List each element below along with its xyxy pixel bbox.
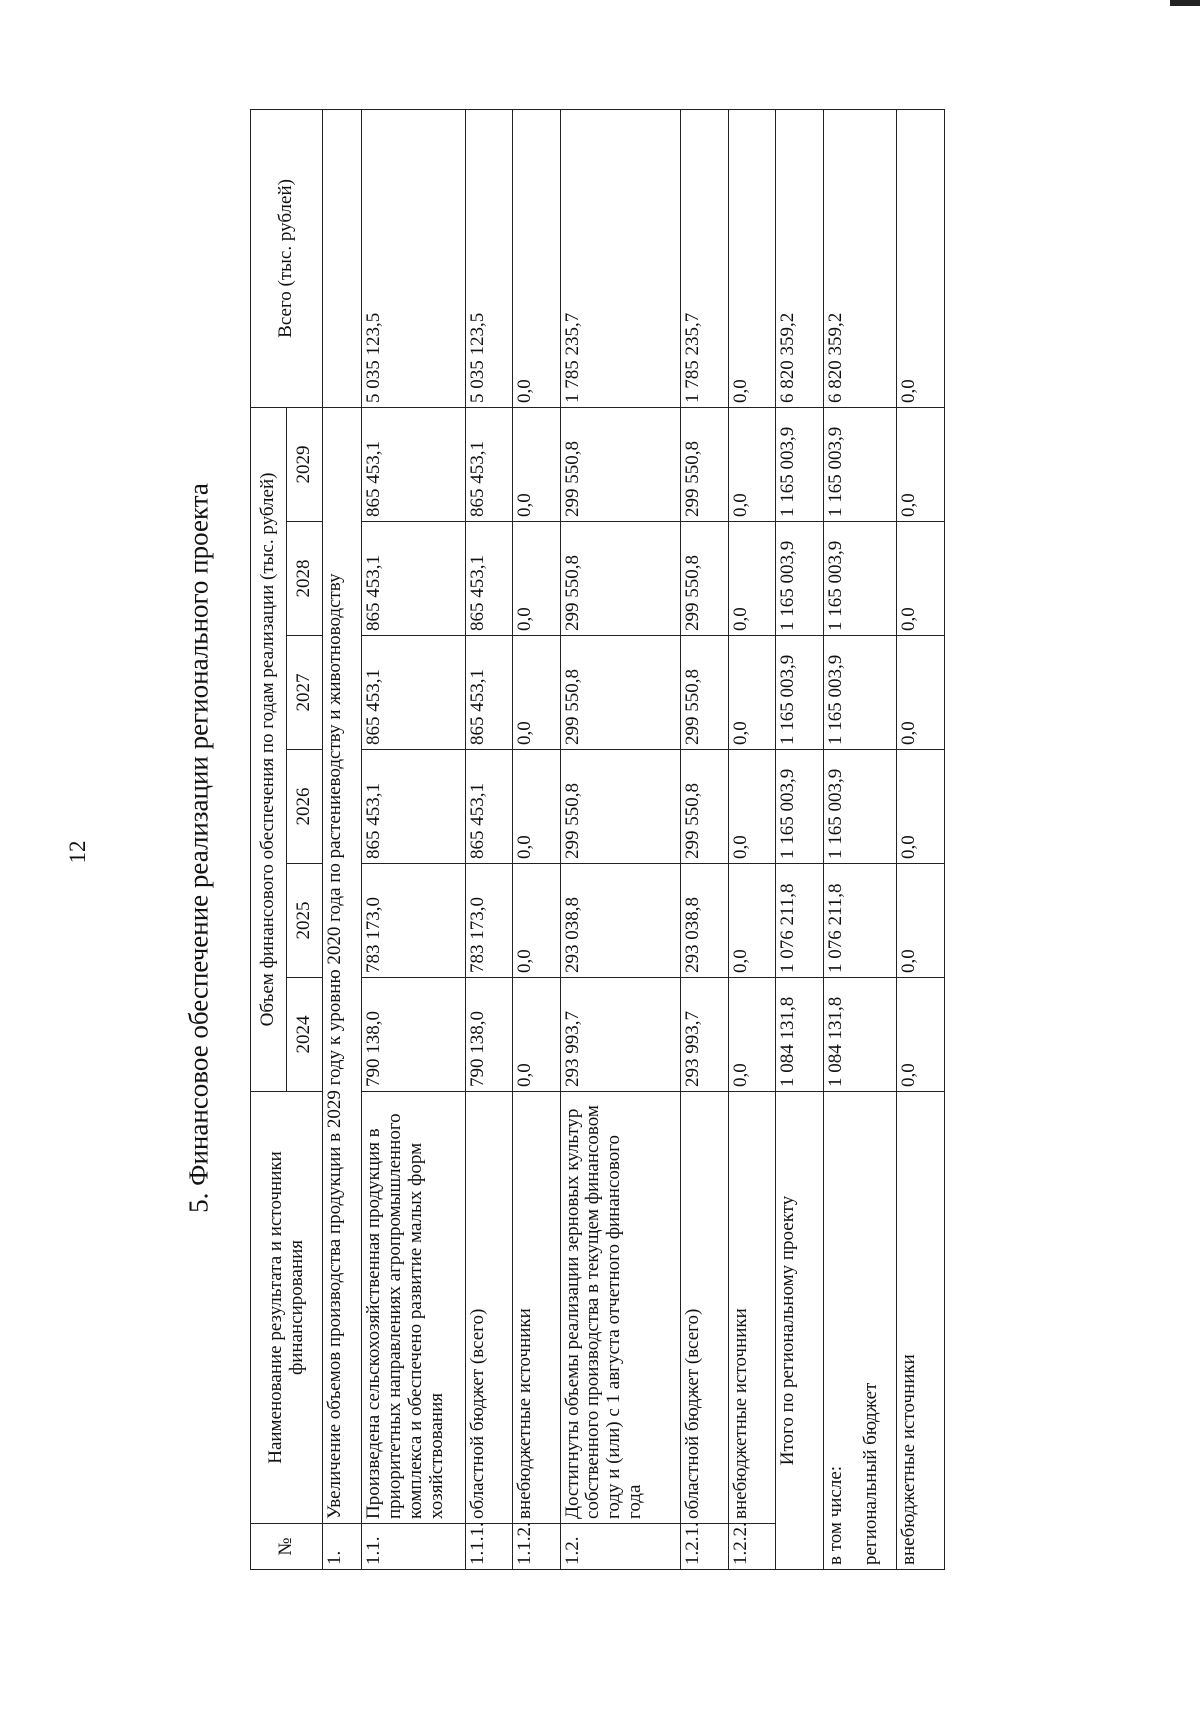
header-year: 2027: [287, 636, 323, 750]
summary-name: Итого по региональному проекту: [776, 1092, 824, 1570]
summary-name: внебюджетные источники: [897, 1092, 945, 1570]
summary-value: 0,0: [897, 750, 945, 864]
row-value: 293 038,8: [560, 864, 681, 978]
row-total: 1 785 235,7: [560, 109, 681, 407]
header-year: 2024: [287, 978, 323, 1092]
row-value: 299 550,8: [560, 636, 681, 750]
row-name: внебюджетные источники: [513, 1092, 561, 1524]
table-row: [560, 109, 681, 1569]
summary-value: 1 165 003,9: [823, 522, 896, 636]
row-value: 0,0: [513, 522, 561, 636]
row-value: 0,0: [728, 522, 776, 636]
row-total: 0,0: [728, 109, 776, 407]
summary-name-line1: в том числе:: [824, 1465, 846, 1565]
row-value: 0,0: [728, 864, 776, 978]
row-name: Произведена сельскохозяйственная продукция в приоритетных направлениях агропромышленного комплекса и обеспечено развитие малых форм хозяйствования: [361, 1092, 465, 1524]
row-value: 865 453,1: [361, 750, 465, 864]
summary-value: 1 165 003,9: [776, 407, 824, 521]
table-row: [361, 109, 465, 1569]
table-row: [728, 109, 776, 1569]
summary-value: 1 084 131,8: [823, 978, 896, 1092]
summary-value: 1 076 211,8: [823, 864, 896, 978]
row-total: 5 035 123,5: [361, 109, 465, 407]
section-title: 5. Финансовое обеспечение реализации регионального проекта: [183, 483, 214, 1213]
row-number: 1.1.2.: [513, 1524, 561, 1570]
row-value: 865 453,1: [465, 750, 513, 864]
header-total: Всего (тыс. рублей): [251, 109, 323, 407]
header-year: 2026: [287, 750, 323, 864]
table-row: [465, 109, 513, 1569]
row-name: областной бюджет (всего): [465, 1092, 513, 1524]
summary-value: 1 165 003,9: [776, 522, 824, 636]
row-name: внебюджетные источники: [728, 1092, 776, 1524]
row-value: 299 550,8: [560, 522, 681, 636]
summary-value: 1 076 211,8: [776, 864, 824, 978]
row-value: 0,0: [728, 407, 776, 521]
row-value: 865 453,1: [465, 636, 513, 750]
row-value: 0,0: [513, 407, 561, 521]
header-volume: Объем финансового обеспечения по годам реализации (тыс. рублей): [251, 407, 287, 1091]
row-value: 293 993,7: [681, 978, 729, 1092]
row-value: 299 550,8: [681, 636, 729, 750]
summary-value: 0,0: [897, 636, 945, 750]
row-value: 790 138,0: [361, 978, 465, 1092]
summary-value: 0,0: [897, 407, 945, 521]
row-value: 865 453,1: [465, 522, 513, 636]
summary-row-regional: [823, 109, 896, 1569]
table-row: [513, 109, 561, 1569]
row-value: 783 173,0: [465, 864, 513, 978]
row-value: 865 453,1: [361, 636, 465, 750]
row-number: 1.2.: [560, 1524, 681, 1570]
row-value: 299 550,8: [560, 750, 681, 864]
summary-value: 1 084 131,8: [776, 978, 824, 1092]
row-total: 0,0: [513, 109, 561, 407]
section-empty: [323, 109, 362, 407]
header-year: 2029: [287, 407, 323, 521]
row-value: 0,0: [513, 978, 561, 1092]
header-year: 2025: [287, 864, 323, 978]
row-value: 790 138,0: [465, 978, 513, 1092]
section-text: Увеличение объемов производства продукции в 2029 году к уровню 2020 года по растениеводству и животноводству: [323, 407, 362, 1523]
row-name: областной бюджет (всего): [681, 1092, 729, 1524]
section-row: [323, 109, 362, 1569]
table-row: [681, 109, 729, 1569]
row-value: 0,0: [513, 636, 561, 750]
summary-value: 1 165 003,9: [823, 407, 896, 521]
summary-value: 1 165 003,9: [823, 750, 896, 864]
row-value: 299 550,8: [681, 522, 729, 636]
row-value: 0,0: [513, 750, 561, 864]
row-number: 1.2.1.: [681, 1524, 729, 1570]
summary-row-extrabudget: [897, 109, 945, 1569]
row-value: 299 550,8: [681, 407, 729, 521]
summary-total: 6 820 359,2: [776, 109, 824, 407]
summary-value: 1 165 003,9: [776, 750, 824, 864]
summary-total: 6 820 359,2: [823, 109, 896, 407]
row-total: 5 035 123,5: [465, 109, 513, 407]
row-value: 865 453,1: [361, 407, 465, 521]
row-number: 1.1.1.: [465, 1524, 513, 1570]
summary-value: 0,0: [897, 864, 945, 978]
header-year: 2028: [287, 522, 323, 636]
row-total: 1 785 235,7: [681, 109, 729, 407]
summary-total: 0,0: [897, 109, 945, 407]
summary-value: 1 165 003,9: [776, 636, 824, 750]
summary-value: 1 165 003,9: [823, 636, 896, 750]
header-row: [251, 109, 287, 1569]
scan-mark: [1170, 0, 1200, 6]
row-number: 1.2.2.: [728, 1524, 776, 1570]
page-number: 12: [65, 840, 90, 864]
row-value: 783 173,0: [361, 864, 465, 978]
summary-row-total: [776, 109, 824, 1569]
summary-name: [823, 1092, 896, 1570]
header-name: Наименование результата и источники финансирования: [251, 1092, 323, 1524]
summary-value: 0,0: [897, 978, 945, 1092]
row-value: 299 550,8: [560, 407, 681, 521]
summary-value: 0,0: [897, 522, 945, 636]
row-value: 0,0: [513, 864, 561, 978]
summary-name-line2: региональный бюджет: [859, 1382, 881, 1565]
row-value: 0,0: [728, 750, 776, 864]
finance-table-rotated: [250, 110, 945, 1570]
section-number: 1.: [323, 1524, 362, 1570]
row-name: Достигнуты объемы реализации зерновых культур собственного производства в текущем финансовом году и (или) с 1 августа отчетного финансового года: [560, 1092, 681, 1524]
row-value: 0,0: [728, 636, 776, 750]
row-value: 865 453,1: [465, 407, 513, 521]
header-number: №: [251, 1524, 323, 1570]
row-value: 293 038,8: [681, 864, 729, 978]
row-value: 0,0: [728, 978, 776, 1092]
row-value: 299 550,8: [681, 750, 729, 864]
row-value: 293 993,7: [560, 978, 681, 1092]
row-number: 1.1.: [361, 1524, 465, 1570]
finance-table: [250, 109, 945, 1570]
row-value: 865 453,1: [361, 522, 465, 636]
